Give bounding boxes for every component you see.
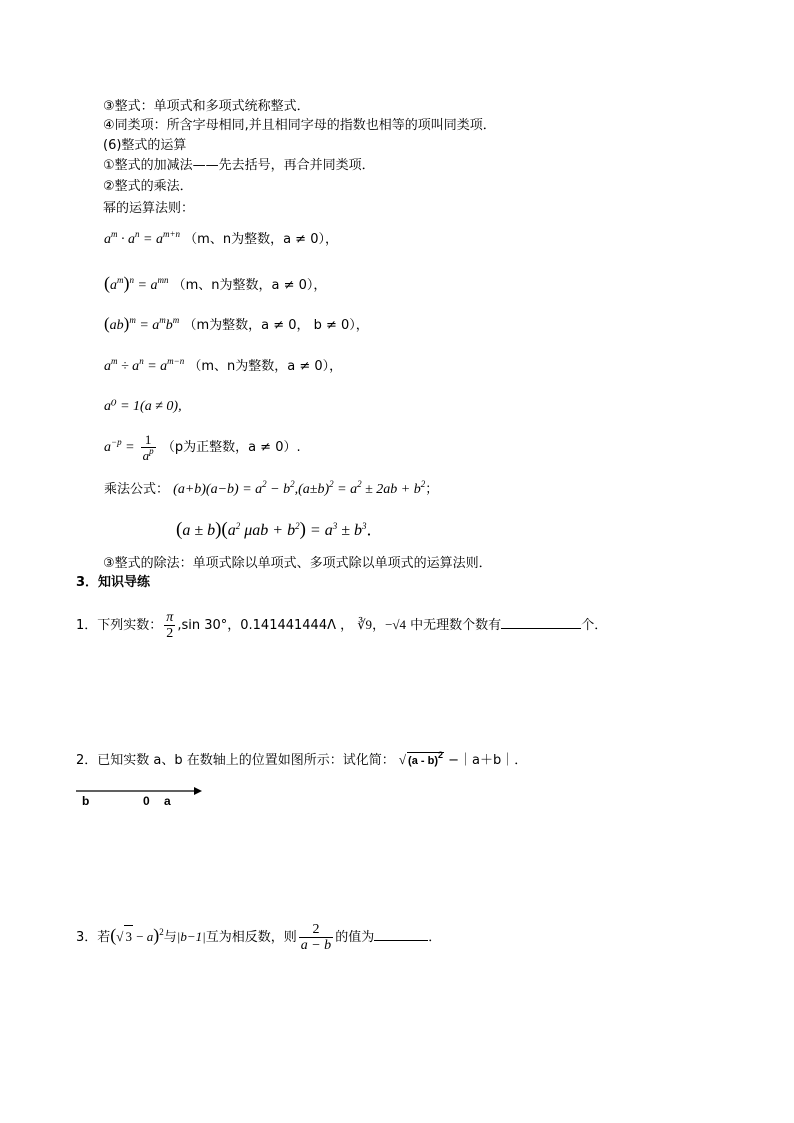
question-1-cube-root: ∛9 — [357, 617, 373, 632]
question-2-text: 已知实数 a、b 在数轴上的位置如图所示：试化简： — [97, 753, 395, 768]
question-3-abs: |b−1| — [176, 929, 206, 944]
number-line-label-a: a — [164, 794, 171, 808]
power-rule-2-condition: （m、n为整数，a ≠ 0）， — [172, 278, 327, 293]
question-2-number: 2． — [76, 753, 98, 768]
section-title: 3．知识导练 — [76, 575, 151, 590]
power-rule-3-condition: （m为整数，a ≠ 0， b ≠ 0）， — [183, 318, 369, 333]
note-power-rules: 幂的运算法则： — [103, 201, 195, 216]
question-1-number: 1． — [76, 618, 98, 633]
power-rule-1-condition: （m、n为整数，a ≠ 0）， — [184, 232, 338, 247]
question-1: 1．下列实数： $\frac{\pi}{2}$ ,sin 30°，0.141441444Λ ， ∛9，−√4 中无理数个数有 个． — [76, 610, 608, 641]
power-rule-3: $(ab)^m = a^mb^m$ （m为整数，a ≠ 0， b ≠ 0）， — [104, 314, 369, 333]
note-op3: ③整式的除法：单项式除以单项式、多项式除以单项式的运算法则． — [103, 556, 492, 571]
question-1-answer-blank[interactable] — [501, 616, 581, 629]
number-line-label-b: b — [82, 794, 90, 808]
power-rule-6-condition: （p为正整数，a ≠ 0）. — [161, 440, 301, 455]
question-3-end: ． — [428, 930, 442, 945]
question-1-neg-sqrt: ，−√4 — [372, 617, 407, 632]
question-1-end: 个． — [581, 618, 608, 633]
axis-arrow-icon — [194, 787, 202, 795]
power-rule-2: $(a^m)^n = a^{mn}$ （m、n为整数，a ≠ 0）， — [104, 273, 327, 293]
note-op1: ①整式的加减法——先去括号，再合并同类项． — [103, 158, 375, 173]
question-2 — [76, 752, 527, 769]
question-3-number: 3． — [76, 930, 98, 945]
multiplication-formula: 乘法公式： $(a+b)(a-b) = a^2 - b^2,(a\pm b)^2 = a^2 \pm 2ab + b^2$； — [104, 479, 439, 497]
multiplication-formula-label: 乘法公式： — [104, 482, 170, 497]
number-line-label-zero: 0 — [143, 794, 150, 808]
power-rule-4: $a^m \div a^n = a^{m-n}$ （m、n为整数，a ≠ 0）， — [104, 356, 343, 374]
question-3: 3．若(√ 3 − a)$^2$与|b−1|互为相反数，则 $\frac{2}{a - b}$ 的值为 ． — [76, 922, 442, 953]
question-3-prefix: 若 — [97, 930, 111, 945]
power-rule-1: $a^m \cdot a^n = a^{m+n}$ （m、n为整数，a ≠ 0）， — [104, 229, 338, 247]
note-section6: (6)整式的运算 — [103, 138, 187, 153]
question-3-mid2: 互为相反数，则 — [205, 930, 297, 945]
question-1-items: ,sin 30°，0.141441444Λ ， — [177, 618, 354, 633]
question-2-expression-tail: −｜a＋b｜． — [448, 753, 528, 768]
power-rule-5: a⁰ = 1(a ≠ 0), — [104, 399, 182, 414]
question-3-answer-blank[interactable] — [374, 928, 428, 941]
number-line — [76, 784, 202, 814]
question-1-suffix: 中无理数个数有 — [410, 618, 502, 633]
cube-formula: $(a \pm b)(a^2$ $\mu ab + b^2) = a^3 \pm b^3$． — [176, 519, 383, 540]
note-op2: ②整式的乘法． — [103, 179, 193, 194]
question-2-sqrt-expression: √ (a - b)$^2$ — [398, 750, 444, 767]
power-rule-6: $a^{-p}$ = $\frac{1}{a^p}$ （p为正整数，a ≠ 0）. — [104, 432, 301, 463]
number-line-axis — [76, 784, 202, 796]
note-item4: ④同类项：所含字母相同,并且相同字母的指数也相等的项叫同类项． — [103, 118, 496, 133]
question-1-prefix: 下列实数： — [97, 618, 163, 633]
power-rule-4-condition: （m、n为整数，a ≠ 0）， — [188, 359, 343, 374]
question-3-suffix: 的值为 — [335, 930, 375, 945]
note-item3: ③整式：单项式和多项式统称整式． — [103, 99, 310, 114]
question-3-mid: 与 — [163, 930, 177, 945]
